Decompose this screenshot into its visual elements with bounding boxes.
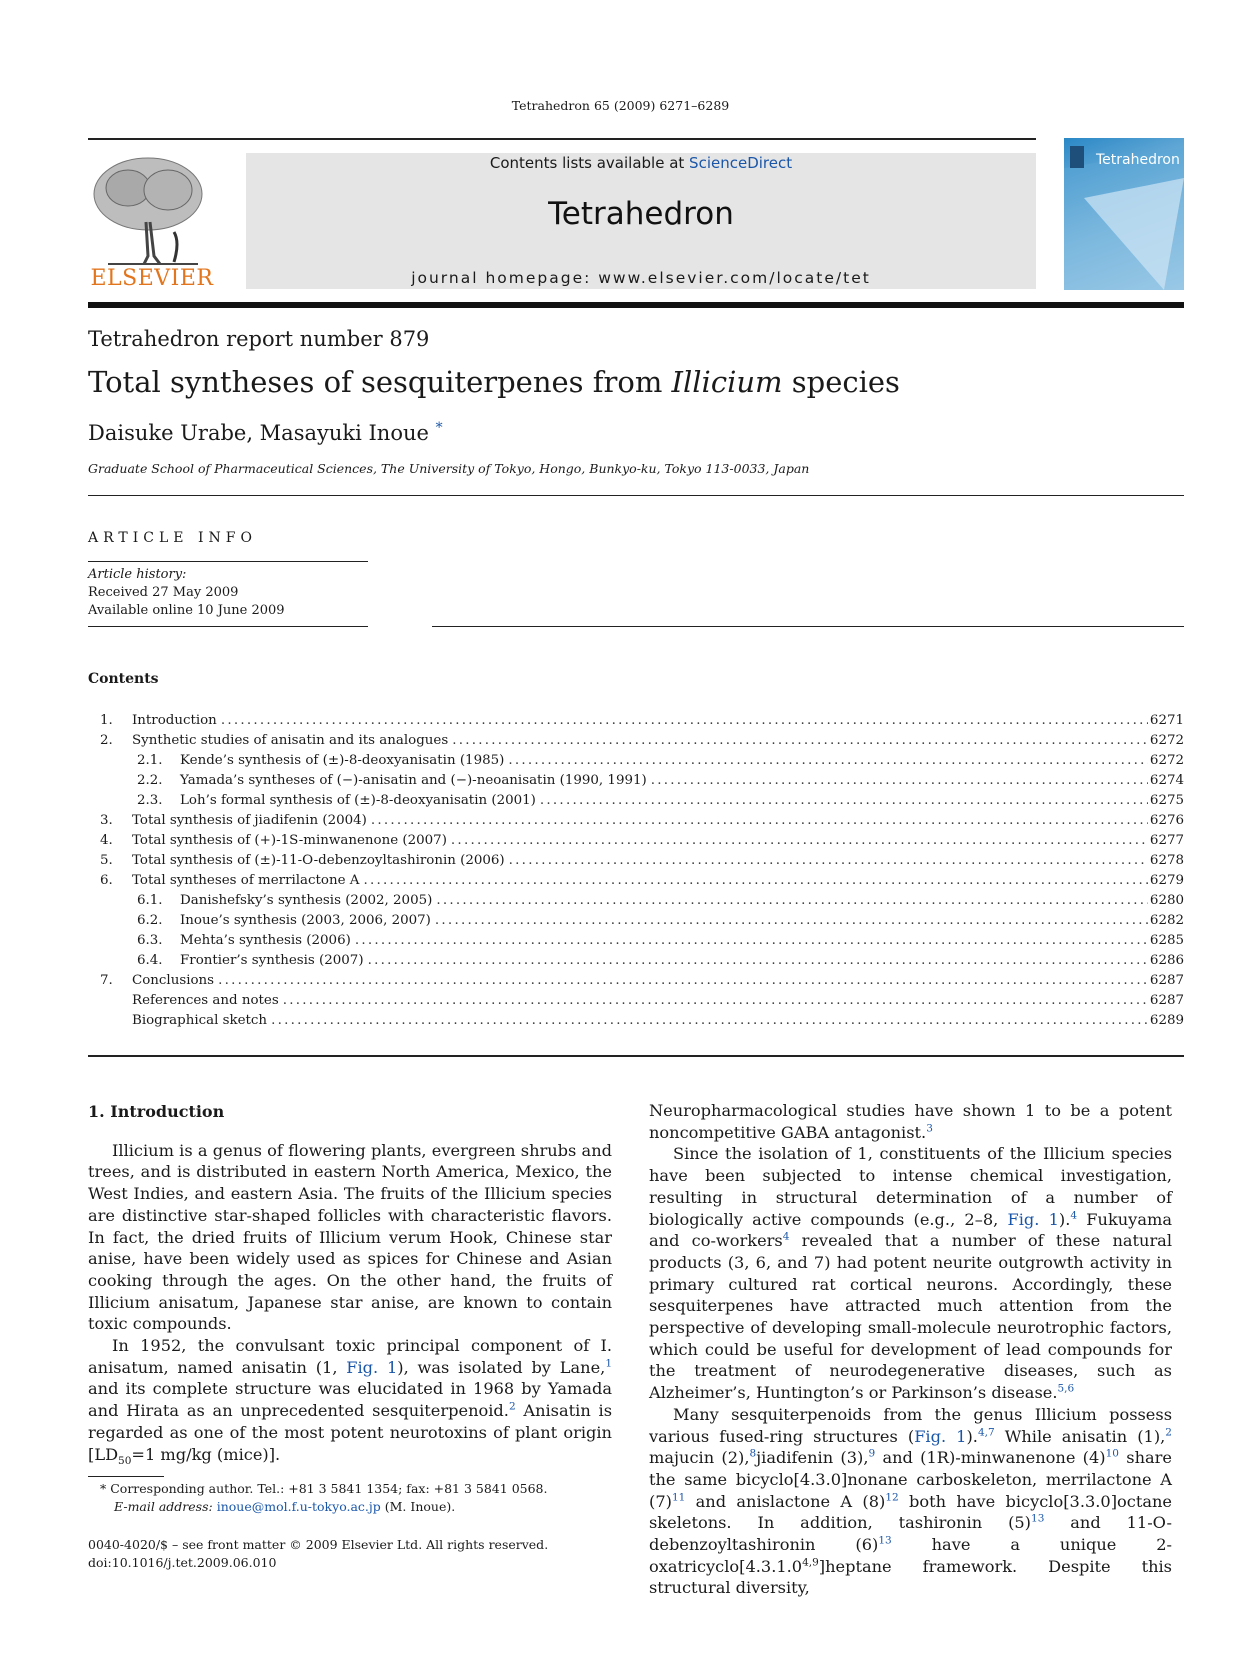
ref-link[interactable]: 13 bbox=[1031, 1512, 1045, 1525]
journal-homepage-link[interactable]: journal homepage: www.elsevier.com/locate/tet bbox=[411, 269, 871, 287]
toc-number: 2.1. bbox=[137, 753, 163, 768]
toc-leader-dots bbox=[540, 793, 1148, 808]
toc-page-number: 6282 bbox=[1149, 913, 1184, 928]
toc-leader-dots bbox=[363, 873, 1147, 888]
toc-label: Kende’s synthesis of (±)-8-deoxyanisatin (1985) bbox=[180, 753, 505, 768]
toc-leader-dots bbox=[508, 753, 1148, 768]
contents-rule bbox=[88, 1055, 1184, 1057]
toc-page-number: 6276 bbox=[1149, 813, 1184, 828]
toc-number: 4. bbox=[100, 833, 113, 848]
footnote-rule bbox=[88, 1476, 164, 1477]
toc-number: 6.2. bbox=[137, 913, 163, 928]
ref-link[interactable]: 4 bbox=[782, 1230, 790, 1243]
toc-leader-dots bbox=[271, 1013, 1148, 1028]
toc-leader-dots bbox=[451, 833, 1148, 848]
affiliation: Graduate School of Pharmaceutical Sciences, The University of Tokyo, Hongo, Bunkyo-ku, Tokyo 113-0033, Japan bbox=[88, 461, 810, 476]
intro-paragraph-2: In 1952, the convulsant toxic principal component of I. anisatum, named anisatin (1, Fig. 1), was isolated by Lane,$^1$ and its complete structure was elucidated in 1968 by Yamada and Hirata as an unprecedented sesquiterpenoid.$^2$ Anisatin is regarded as one of the most potent neurotoxins of plant origin [$LD_{50}=1$ mg/kg (mice)]. bbox=[88, 1336, 613, 1467]
toc-label: Danishefsky’s synthesis (2002, 2005) bbox=[180, 893, 433, 908]
corresponding-author-link[interactable]: * bbox=[435, 420, 443, 436]
toc-number: 1. bbox=[100, 713, 113, 728]
ref-link[interactable]: 8 bbox=[749, 1447, 757, 1460]
toc-label: Frontier’s synthesis (2007) bbox=[180, 953, 364, 968]
toc-number: 6.1. bbox=[137, 893, 163, 908]
contents-heading: Contents bbox=[88, 671, 159, 687]
abstract-rule bbox=[432, 626, 1184, 627]
toc-leader-dots bbox=[368, 953, 1148, 968]
toc-label: Inoue’s synthesis (2003, 2006, 2007) bbox=[180, 913, 431, 928]
article-info-rule bbox=[88, 561, 368, 562]
toc-entry[interactable] bbox=[88, 773, 1184, 793]
header-rule bbox=[88, 138, 1036, 140]
toc-label: Total synthesis of jiadifenin (2004) bbox=[132, 813, 367, 828]
sciencedirect-link[interactable]: ScienceDirect bbox=[689, 154, 793, 172]
toc-entry[interactable] bbox=[88, 1013, 1184, 1033]
left-column bbox=[88, 1101, 612, 1465]
elsevier-wordmark[interactable]: ELSEVIER bbox=[90, 266, 214, 291]
toc-page-number: 6274 bbox=[1149, 773, 1184, 788]
toc-leader-dots bbox=[283, 993, 1148, 1008]
toc-number: 2. bbox=[100, 733, 113, 748]
ref-link[interactable]: 10 bbox=[1105, 1447, 1119, 1460]
toc-page-number: 6271 bbox=[1149, 713, 1184, 728]
article-info-bottom-rule bbox=[88, 626, 368, 627]
toc-entry[interactable] bbox=[88, 913, 1184, 933]
ref-link[interactable]: 2 bbox=[1165, 1426, 1172, 1439]
contents-available: Contents lists available at ScienceDirect bbox=[489, 154, 793, 172]
intro-paragraph-1: Illicium is a genus of flowering plants, evergreen shrubs and trees, and is distributed in eastern North America, Mexico, the West Indies, and eastern Asia. The fruits of the Illicium species are distinctive star-shaped follicles with characteristic flavors. In fact, the dried fruits of Illicium verum Hook, Chinese star anise, have been widely used as spices for Chinese and Asian cooking through the ages. On the other hand, the fruits of Illicium anisatum, Japanese star anise, are known to contain toxic compounds. bbox=[88, 1140, 612, 1334]
toc-page-number: 6278 bbox=[1149, 853, 1184, 868]
toc-leader-dots bbox=[452, 733, 1148, 748]
journal-name: Tetrahedron bbox=[548, 196, 734, 232]
toc-page-number: 6275 bbox=[1149, 793, 1184, 808]
figure-link[interactable]: Fig. 1 bbox=[346, 1357, 398, 1377]
toc-entry[interactable] bbox=[88, 873, 1184, 893]
ref-link[interactable]: 1 bbox=[605, 1357, 612, 1370]
toc-entry[interactable] bbox=[88, 993, 1184, 1013]
toc-number: 2.3. bbox=[137, 793, 163, 808]
toc-label: Total synthesis of (±)-11-O-debenzoyltashironin (2006) bbox=[132, 853, 505, 868]
right-column bbox=[649, 1100, 1172, 1599]
toc-number: 6. bbox=[100, 873, 113, 888]
toc-number: 3. bbox=[100, 813, 113, 828]
toc-page-number: 6287 bbox=[1149, 973, 1184, 988]
ref-link[interactable]: 3 bbox=[926, 1122, 933, 1135]
toc-entry[interactable] bbox=[88, 753, 1184, 773]
toc-entry[interactable] bbox=[88, 973, 1184, 993]
toc-label: References and notes bbox=[132, 993, 279, 1008]
toc-label: Yamada’s syntheses of (−)-anisatin and (−)-neoanisatin (1990, 1991) bbox=[180, 773, 647, 788]
ref-link[interactable]: 9 bbox=[868, 1447, 876, 1460]
received-date: Received 27 May 2009 bbox=[88, 585, 239, 600]
toc-label: Loh’s formal synthesis of (±)-8-deoxyanisatin (2001) bbox=[180, 793, 536, 808]
journal-cover-image[interactable] bbox=[1064, 138, 1184, 290]
toc-entry[interactable] bbox=[88, 853, 1184, 873]
intro-paragraph-4: Since the isolation of 1, constituents of the Illicium species have been subjected to intense chemical investigation, resulting in structural determination of a number of biologically active compounds (e.g., 2–8, Fig. 1).$^4$ Fukuyama and co-workers$^4$ revealed that a number of these natural products (3, 6, and 7) had potent neurite outgrowth activity in primary cultured rat cortical neurons. Accordingly, these sesquiterpenes have attracted much attention from the perspective of developing small-molecule neurotrophic factors, which could be useful for development of lead compounds for the treatment of neurodegenerative diseases, such as Alzheimer’s, Huntington’s or Parkinson’s disease.$^{5,6}$ bbox=[649, 1144, 1173, 1403]
toc-entry[interactable] bbox=[88, 833, 1184, 853]
toc-label: Total syntheses of merrilactone A bbox=[132, 873, 360, 888]
toc-page-number: 6279 bbox=[1149, 873, 1184, 888]
toc-number: 6.3. bbox=[137, 933, 163, 948]
section-heading-introduction: 1. Introduction bbox=[88, 1102, 225, 1121]
toc-number: 5. bbox=[100, 853, 113, 868]
article-info-heading: ARTICLE INFO bbox=[88, 530, 257, 546]
toc-leader-dots bbox=[509, 853, 1148, 868]
toc-entry[interactable] bbox=[88, 733, 1184, 753]
toc-entry[interactable] bbox=[88, 793, 1184, 813]
article-history bbox=[88, 566, 285, 620]
history-label: Article history: bbox=[88, 567, 187, 582]
toc-leader-dots bbox=[221, 713, 1148, 728]
toc-entry[interactable] bbox=[88, 713, 1184, 733]
copyright-notice bbox=[88, 1536, 548, 1572]
toc-entry[interactable] bbox=[88, 813, 1184, 833]
ref-link[interactable]: 5,6 bbox=[1057, 1382, 1075, 1395]
authors: Daisuke Urabe, Masayuki Inoue * bbox=[88, 420, 443, 445]
toc-label: Conclusions bbox=[132, 973, 215, 988]
journal-citation: Tetrahedron 65 (2009) 6271–6289 bbox=[511, 98, 730, 113]
toc-leader-dots bbox=[355, 933, 1148, 948]
email-link[interactable]: inoue@mol.f.u-tokyo.ac.jp bbox=[216, 1499, 381, 1514]
intro-paragraph-3: Neuropharmacological studies have shown 1 to be a potent noncompetitive GABA antagonist.$^3$ bbox=[649, 1101, 1172, 1142]
ref-link[interactable]: 13 bbox=[878, 1534, 892, 1547]
toc-number: 6.4. bbox=[137, 953, 163, 968]
ref-link[interactable]: 12 bbox=[885, 1491, 899, 1504]
cover-title: Tetrahedron bbox=[1096, 152, 1180, 168]
toc-leader-dots bbox=[371, 813, 1148, 828]
toc-label: Introduction bbox=[132, 713, 217, 728]
ref-link[interactable]: 4 bbox=[1070, 1209, 1078, 1222]
toc-leader-dots bbox=[218, 973, 1148, 988]
toc-page-number: 6272 bbox=[1149, 733, 1184, 748]
toc-page-number: 6286 bbox=[1149, 953, 1184, 968]
ref-link[interactable]: 2 bbox=[508, 1400, 516, 1413]
toc-leader-dots bbox=[435, 913, 1148, 928]
toc-entry[interactable] bbox=[88, 893, 1184, 913]
table-of-contents bbox=[88, 713, 1184, 1033]
toc-page-number: 6285 bbox=[1149, 933, 1184, 948]
toc-page-number: 6277 bbox=[1149, 833, 1184, 848]
toc-entry[interactable] bbox=[88, 933, 1184, 953]
copyright-line: 0040-4020/$ – see front matter © 2009 Elsevier Ltd. All rights reserved. bbox=[88, 1537, 549, 1552]
toc-label: Synthetic studies of anisatin and its analogues bbox=[132, 733, 449, 748]
figure-link[interactable]: Fig. 1 bbox=[914, 1426, 967, 1446]
toc-page-number: 6289 bbox=[1149, 1013, 1184, 1028]
doi-line[interactable]: doi:10.1016/j.tet.2009.06.010 bbox=[88, 1555, 277, 1570]
toc-leader-dots bbox=[436, 893, 1148, 908]
toc-number: 2.2. bbox=[137, 773, 163, 788]
toc-label: Mehta’s synthesis (2006) bbox=[180, 933, 351, 948]
article-title: Total syntheses of sesquiterpenes from Illicium species bbox=[88, 365, 900, 399]
affiliation-rule bbox=[88, 495, 1184, 496]
toc-page-number: 6280 bbox=[1149, 893, 1184, 908]
corresponding-author-footnote: * Corresponding author. Tel.: +81 3 5841 1354; fax: +81 3 5841 0568. E-mail address: inoue@mol.f.u-tokyo.ac.jp (M. Inoue). bbox=[100, 1481, 548, 1514]
toc-label: Total synthesis of (+)-1S-minwanenone (2007) bbox=[132, 833, 447, 848]
online-date: Available online 10 June 2009 bbox=[88, 603, 285, 618]
ref-link[interactable]: 11 bbox=[671, 1491, 686, 1504]
figure-link[interactable]: Fig. 1 bbox=[1007, 1209, 1059, 1229]
toc-page-number: 6287 bbox=[1149, 993, 1184, 1008]
header-thick-rule bbox=[88, 302, 1184, 308]
toc-page-number: 6272 bbox=[1149, 753, 1184, 768]
toc-number: 7. bbox=[100, 973, 113, 988]
report-number: Tetrahedron report number 879 bbox=[88, 327, 430, 351]
toc-label: Biographical sketch bbox=[132, 1013, 268, 1028]
ref-link[interactable]: 4,7 bbox=[977, 1426, 995, 1439]
toc-leader-dots bbox=[651, 773, 1148, 788]
intro-paragraph-5: Many sesquiterpenoids from the genus Illicium possess various fused-ring structures (Fig. 1).$^{4,7}$ While anisatin (1),$^2$ majucin (2),$^8$jiadifenin (3),$^9$ and (1R)-minwanenone $(4)^{10}$ share the same bicyclo[4.3.0]nonane carboskeleton, merrilactone A $(7)^{11}$ and anislactone A $(8)^{12}$ both have bicyclo[3.3.0]octane skeletons. In addition, tashironin $(5)^{13}$ and 11-O-debenzoyltashironin $(6)^{13}$ have a unique 2-oxatricyclo[4.3.1.0$^{4,9}$]heptane framework. Despite this structural diversity, bbox=[649, 1404, 1173, 1598]
toc-entry[interactable] bbox=[88, 953, 1184, 973]
